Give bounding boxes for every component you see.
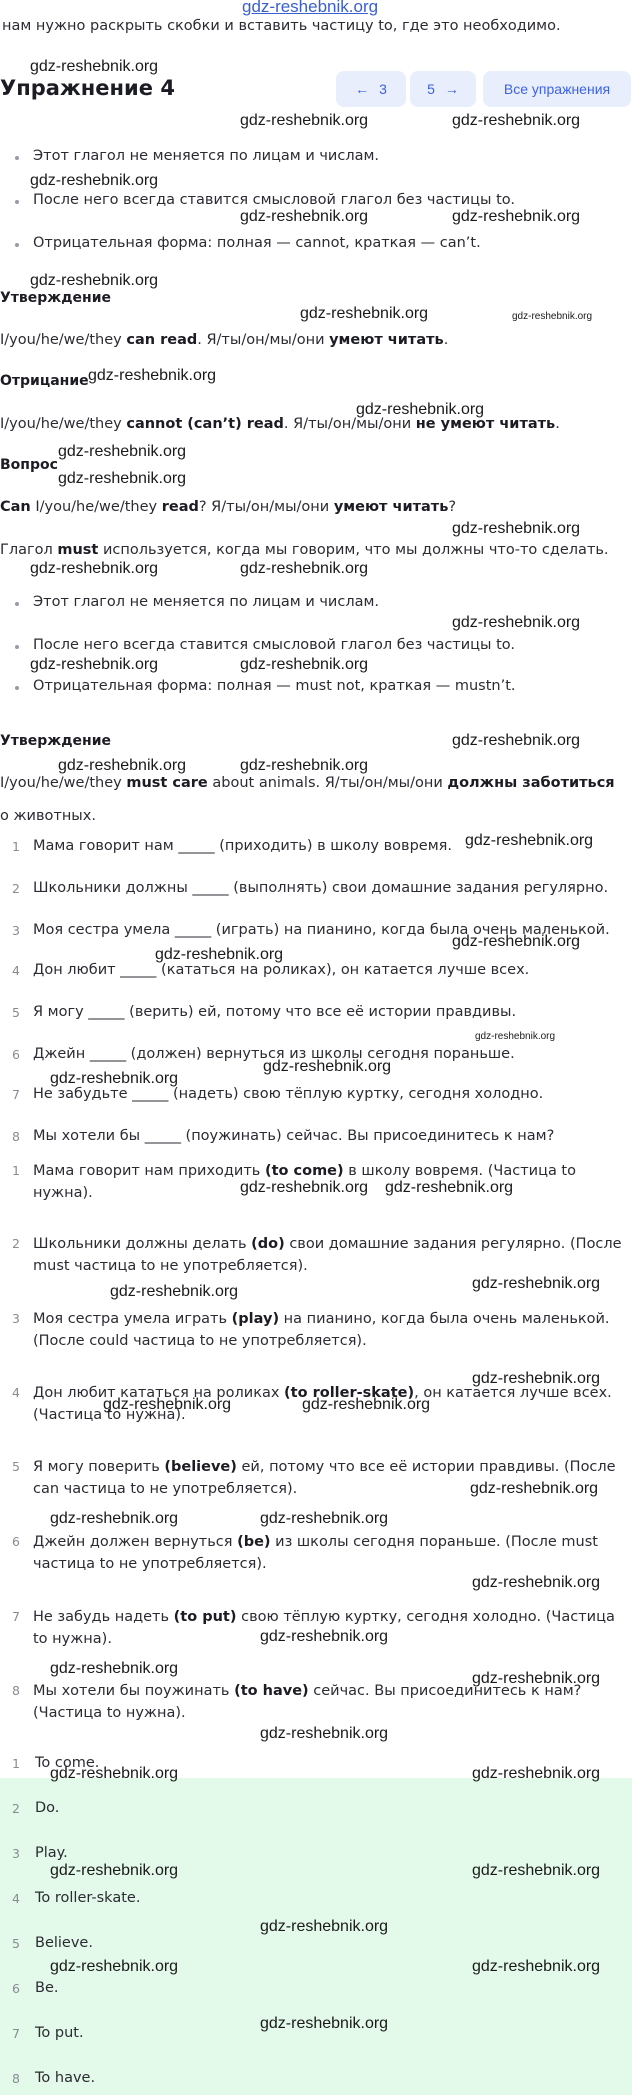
answer-number: 6 (12, 1981, 20, 1996)
answer-text: To roller-skate. (35, 1890, 141, 1906)
answer-number: 1 (12, 1756, 20, 1771)
affirmative-label: Утверждение (0, 733, 111, 749)
watermark-text: gdz-reshebnik.org (58, 470, 187, 487)
answer-text: To have. (35, 2070, 96, 2086)
explanation-number: 8 (12, 1683, 20, 1698)
watermark-text: gdz-reshebnik.org (30, 172, 159, 189)
explanation-number: 3 (12, 1311, 20, 1326)
must-affirmative-cont: о животных. (0, 808, 96, 824)
watermark-text: gdz-reshebnik.org (110, 1283, 239, 1300)
prev-exercise-button[interactable] (336, 71, 406, 107)
prev-exercise-label: 3 (379, 81, 387, 97)
explanation-text: Дон любит кататься на роликах (to roller-skate), он катается лучше всех. (Частица to нужна). (33, 1385, 612, 1423)
can-bullet: Отрицательная форма: полная — cannot, краткая — can’t. (33, 235, 481, 251)
explanation-text: Мы хотели бы поужинать (to have) сейчас. Вы присоединитесь к нам? (Частица to нужна). (33, 1683, 582, 1721)
site-watermark-link[interactable]: gdz-reshebnik.org (242, 0, 379, 16)
next-exercise-button[interactable] (410, 71, 476, 107)
watermark-text: gdz-reshebnik.org (240, 208, 369, 225)
task-number: 6 (12, 1047, 20, 1062)
explanation-number: 1 (12, 1163, 20, 1178)
answer-number: 7 (12, 2026, 20, 2041)
watermark-text: gdz-reshebnik.org (475, 1031, 556, 1042)
watermark-text: gdz-reshebnik.org (50, 1958, 179, 1975)
question-label: Вопрос (0, 457, 58, 473)
answer-text: Do. (35, 1800, 60, 1816)
affirmative-label: Утверждение (0, 290, 111, 306)
watermark-text: gdz-reshebnik.org (472, 1370, 601, 1387)
watermark-text: gdz-reshebnik.org (50, 1862, 179, 1879)
watermark-text: gdz-reshebnik.org (240, 560, 369, 577)
watermark-text: gdz-reshebnik.org (50, 1510, 179, 1527)
task-text: Моя сестра умела _____ (играть) на пианино, когда была очень маленькой. (33, 922, 610, 938)
watermark-text: gdz-reshebnik.org (470, 1480, 599, 1497)
explanation-number: 7 (12, 1609, 20, 1624)
watermark-text: gdz-reshebnik.org (452, 208, 581, 225)
task-text: Не забудьте _____ (надеть) свою тёплую куртку, сегодня холодно. (33, 1086, 544, 1102)
bullet-dot (15, 602, 19, 606)
explanation-text: Джейн должен вернуться (be) из школы сегодня пораньше. (После must частица to не употребляется). (33, 1534, 598, 1572)
task-number: 1 (12, 839, 20, 854)
watermark-text: gdz-reshebnik.org (88, 367, 217, 384)
answer-text: Be. (35, 1980, 59, 1996)
must-affirmative-example: I/you/he/we/they must care about animals. Я/ты/он/мы/они должны заботиться (0, 775, 615, 791)
all-exercises-label: Все упражнения (503, 81, 611, 97)
watermark-text: gdz-reshebnik.org (260, 1725, 389, 1742)
bullet-dot (15, 645, 19, 649)
watermark-text: gdz-reshebnik.org (58, 757, 187, 774)
watermark-text: gdz-reshebnik.org (512, 311, 593, 322)
watermark-text: gdz-reshebnik.org (50, 1070, 179, 1087)
watermark-text: gdz-reshebnik.org (465, 832, 594, 849)
all-exercises-button[interactable] (483, 71, 631, 107)
task-number: 2 (12, 881, 20, 896)
watermark-text: gdz-reshebnik.org (472, 1275, 601, 1292)
answer-text: Play. (35, 1845, 68, 1861)
answer-number: 3 (12, 1846, 20, 1861)
bullet-dot (15, 156, 19, 160)
answer-text: Believe. (35, 1935, 93, 1951)
watermark-text: gdz-reshebnik.org (300, 305, 429, 322)
task-number: 3 (12, 923, 20, 938)
arrow-left-icon: ← (355, 81, 370, 97)
watermark-text: gdz-reshebnik.org (472, 1670, 601, 1687)
task-text: Школьники должны _____ (выполнять) свои домашние задания регулярно. (33, 880, 609, 896)
must-bullet: Этот глагол не меняется по лицам и числам. (33, 594, 380, 610)
bullet-dot (15, 200, 19, 204)
can-affirmative-example: I/you/he/we/they can read. Я/ты/он/мы/они умеют читать. (0, 332, 449, 348)
watermark-text: gdz-reshebnik.org (50, 1660, 179, 1677)
task-text: Дон любит _____ (кататься на роликах), он катается лучше всех. (33, 962, 530, 978)
task-text: Джейн _____ (должен) вернуться из школы сегодня пораньше. (33, 1046, 515, 1062)
watermark-text: gdz-reshebnik.org (30, 560, 159, 577)
explanation-text: Моя сестра умела играть (play) на пианино, когда была очень маленькой. (После could частица to не употребляется). (33, 1311, 610, 1349)
watermark-text: gdz-reshebnik.org (302, 1396, 431, 1413)
watermark-text: gdz-reshebnik.org (452, 112, 581, 129)
watermark-text: gdz-reshebnik.org (452, 732, 581, 749)
must-bullet: Отрицательная форма: полная — must not, краткая — mustn’t. (33, 678, 516, 694)
bullet-dot (15, 243, 19, 247)
watermark-text: gdz-reshebnik.org (260, 1918, 389, 1935)
answer-text: To come. (35, 1755, 100, 1771)
explanation-text: Мама говорит нам приходить (to come) в школу вовремя. (Частица to нужна). (33, 1163, 576, 1201)
can-question-example: Can I/you/he/we/they read? Я/ты/он/мы/они умеют читать? (0, 499, 457, 515)
must-intro: Глагол must используется, когда мы говорим, что мы должны что-то сделать. (0, 542, 609, 558)
watermark-text: gdz-reshebnik.org (240, 1179, 369, 1196)
answer-number: 2 (12, 1801, 20, 1816)
task-text: Мама говорит нам _____ (приходить) в школу вовремя. (33, 838, 452, 854)
watermark-text: gdz-reshebnik.org (30, 58, 159, 75)
task-number: 8 (12, 1129, 20, 1144)
watermark-text: gdz-reshebnik.org (356, 401, 485, 418)
watermark-text: gdz-reshebnik.org (472, 1862, 601, 1879)
explanation-number: 6 (12, 1534, 20, 1549)
answer-number: 8 (12, 2071, 20, 2086)
arrow-right-icon: → (444, 81, 459, 97)
task-number: 4 (12, 963, 20, 978)
can-negative-example: I/you/he/we/they cannot (can’t) read. Я/ты/он/мы/они не умеют читать. (0, 416, 560, 432)
watermark-text: gdz-reshebnik.org (103, 1396, 232, 1413)
watermark-text: gdz-reshebnik.org (472, 1765, 601, 1782)
task-number: 7 (12, 1087, 20, 1102)
watermark-text: gdz-reshebnik.org (30, 656, 159, 673)
explanation-number: 4 (12, 1385, 20, 1400)
answer-box (0, 1778, 632, 2095)
watermark-text: gdz-reshebnik.org (452, 933, 581, 950)
watermark-text: gdz-reshebnik.org (263, 1058, 392, 1075)
page-title: Упражнение 4 (0, 76, 175, 100)
watermark-text: gdz-reshebnik.org (260, 1510, 389, 1527)
task-text: Я могу _____ (верить) ей, потому что все её истории правдивы. (33, 1004, 517, 1020)
watermark-text: gdz-reshebnik.org (385, 1179, 514, 1196)
explanation-number: 5 (12, 1459, 20, 1474)
can-bullet: После него всегда ставится смысловой глагол без частицы to. (33, 192, 516, 208)
explanation-text: Школьники должны делать (do) свои домашние задания регулярно. (После must частица to не употребляется). (33, 1236, 622, 1274)
answer-text: To put. (35, 2025, 84, 2041)
watermark-text: gdz-reshebnik.org (452, 520, 581, 537)
explanation-text: Не забудь надеть (to put) свою тёплую куртку, сегодня холодно. (Частица to нужна). (33, 1609, 615, 1647)
must-bullet: После него всегда ставится смысловой глагол без частицы to. (33, 637, 516, 653)
negative-label: Отрицание (0, 373, 89, 389)
task-text: Мы хотели бы _____ (поужинать) сейчас. Вы присоединитесь к нам? (33, 1128, 555, 1144)
watermark-text: gdz-reshebnik.org (260, 2015, 389, 2032)
watermark-text: gdz-reshebnik.org (155, 946, 284, 963)
task-number: 5 (12, 1005, 20, 1020)
watermark-text: gdz-reshebnik.org (452, 614, 581, 631)
watermark-text: gdz-reshebnik.org (50, 1765, 179, 1782)
answer-number: 5 (12, 1936, 20, 1951)
intro-text: нам нужно раскрыть скобки и вставить частицу to, где это необходимо. (2, 18, 561, 34)
watermark-text: gdz-reshebnik.org (240, 112, 369, 129)
can-bullet: Этот глагол не меняется по лицам и числам. (33, 148, 380, 164)
bullet-dot (15, 686, 19, 690)
explanation-text: Я могу поверить (believe) ей, потому что все её истории правдивы. (После can частица to не употребляется). (33, 1459, 616, 1497)
answer-number: 4 (12, 1891, 20, 1906)
next-exercise-label: 5 (427, 81, 435, 97)
explanation-number: 2 (12, 1236, 20, 1251)
watermark-text: gdz-reshebnik.org (472, 1958, 601, 1975)
watermark-text: gdz-reshebnik.org (472, 1574, 601, 1591)
watermark-text: gdz-reshebnik.org (260, 1628, 389, 1645)
watermark-text: gdz-reshebnik.org (30, 272, 159, 289)
watermark-text: gdz-reshebnik.org (58, 443, 187, 460)
watermark-text: gdz-reshebnik.org (240, 757, 369, 774)
watermark-text: gdz-reshebnik.org (240, 656, 369, 673)
